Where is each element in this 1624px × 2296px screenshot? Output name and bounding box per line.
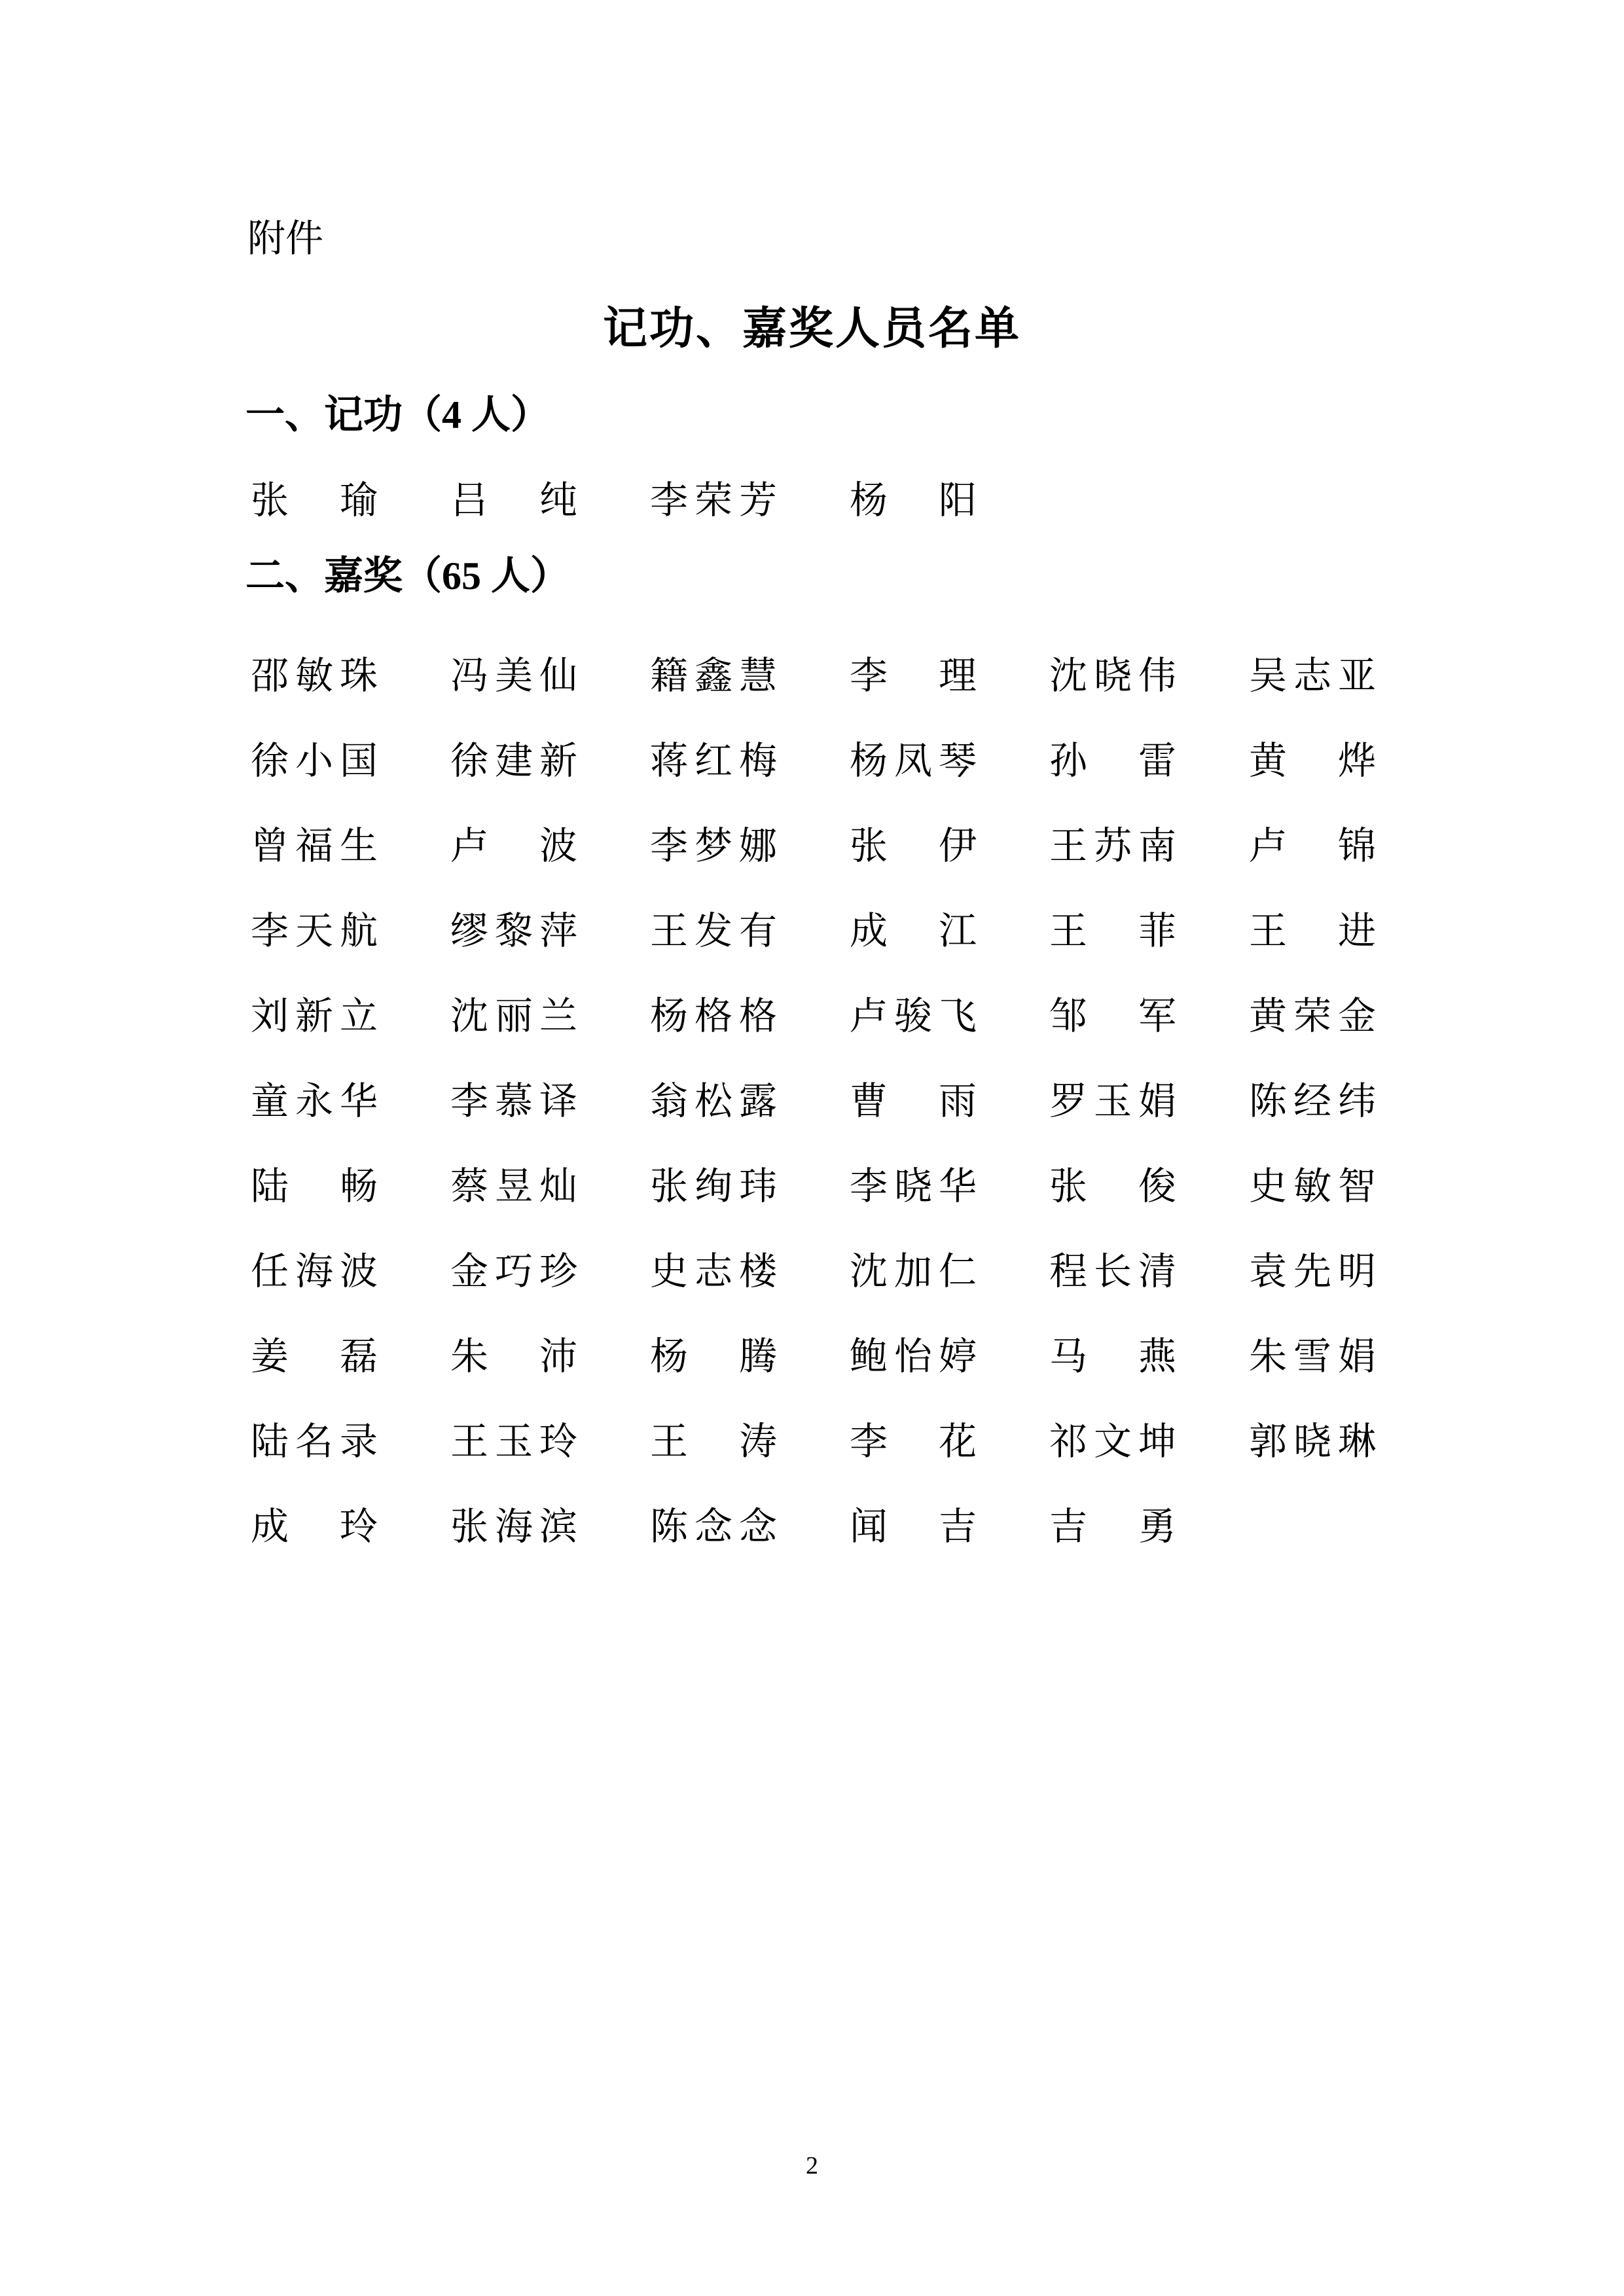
- name-character: 杨: [850, 478, 888, 522]
- name-character: 念: [694, 1505, 732, 1548]
- name-character: 生: [339, 824, 378, 867]
- person-name: [850, 825, 977, 869]
- page-title: 记功、嘉奖人员名单: [602, 304, 1021, 353]
- name-character: 坤: [1138, 1420, 1176, 1463]
- name-character: 卢: [1249, 824, 1288, 867]
- name-character: 金: [1337, 994, 1376, 1037]
- name-character: 金: [450, 1249, 489, 1293]
- name-character: 杨: [650, 1335, 689, 1378]
- name-character: 张: [251, 478, 289, 522]
- name-character: 永: [295, 1079, 333, 1122]
- person-name: [1049, 1335, 1176, 1379]
- name-character: 杨: [850, 739, 888, 782]
- name-character: 江: [938, 909, 977, 952]
- name-character: 仙: [539, 654, 577, 697]
- person-name: [650, 1250, 777, 1294]
- name-character: 理: [938, 654, 977, 697]
- name-character: 王: [650, 1420, 689, 1463]
- name-character: 波: [339, 1249, 378, 1293]
- name-character: 卢: [850, 994, 888, 1037]
- name-character: 沈: [850, 1249, 888, 1293]
- name-character: 籍: [650, 654, 689, 697]
- name-character: 荣: [694, 478, 732, 522]
- name-character: 王: [1249, 909, 1288, 952]
- page-number: 2: [806, 2152, 818, 2179]
- person-name: [450, 1335, 577, 1379]
- person-name: [650, 825, 777, 869]
- name-character: 译: [539, 1079, 577, 1122]
- name-character: 吉: [1049, 1505, 1088, 1548]
- name-character: 国: [339, 739, 378, 782]
- name-character: 华: [339, 1079, 378, 1122]
- name-character: 王: [650, 909, 689, 952]
- name-character: 张: [1049, 1164, 1088, 1208]
- name-character: 成: [850, 909, 888, 952]
- person-name: [251, 910, 378, 954]
- person-name: [450, 1420, 577, 1464]
- name-character: 绚: [694, 1164, 732, 1208]
- name-character: 李: [650, 478, 689, 522]
- name-character: 玲: [339, 1505, 378, 1548]
- name-character: 琴: [938, 739, 977, 782]
- name-character: 雷: [1138, 739, 1176, 782]
- name-character: 苏: [1093, 824, 1132, 867]
- name-character: 邵: [251, 654, 289, 697]
- name-character: 菲: [1138, 909, 1176, 952]
- person-name: [450, 910, 577, 954]
- name-character: 鲍: [850, 1335, 888, 1378]
- name-character: 丽: [494, 994, 533, 1037]
- name-character: 玉: [494, 1420, 533, 1463]
- name-character: 鑫: [694, 654, 732, 697]
- person-name: [1249, 740, 1376, 783]
- person-name: [450, 1250, 577, 1294]
- merit-names-row: [251, 458, 1449, 543]
- name-character: 名: [295, 1420, 333, 1463]
- name-character: 邹: [1049, 994, 1088, 1037]
- name-character: 长: [1093, 1249, 1132, 1293]
- name-character: 畅: [339, 1164, 378, 1208]
- person-name: [1049, 910, 1176, 954]
- name-character: 志: [694, 1249, 732, 1293]
- person-name: [1049, 740, 1176, 783]
- person-name: [1049, 1165, 1176, 1209]
- name-character: 昱: [494, 1164, 533, 1208]
- person-name: [251, 1165, 378, 1209]
- name-character: 陈: [1249, 1079, 1288, 1122]
- name-character: 娟: [1138, 1079, 1176, 1122]
- person-name: [1049, 1080, 1176, 1124]
- name-character: 蔡: [450, 1164, 489, 1208]
- name-character: 荣: [1293, 994, 1331, 1037]
- person-name: [650, 1505, 777, 1549]
- person-name: [1049, 1505, 1176, 1549]
- person-name: [1049, 1420, 1176, 1464]
- person-name: [1249, 1080, 1376, 1124]
- person-name: [251, 479, 378, 523]
- name-character: 立: [339, 994, 378, 1037]
- person-name: [1249, 1165, 1376, 1209]
- name-character: 沈: [450, 994, 489, 1037]
- name-character: 缪: [450, 909, 489, 952]
- name-character: 建: [494, 739, 533, 782]
- person-name: [1249, 995, 1376, 1039]
- name-character: 王: [1049, 824, 1088, 867]
- name-character: 陈: [650, 1505, 689, 1548]
- name-character: 滨: [539, 1505, 577, 1548]
- person-name: [650, 740, 777, 783]
- name-character: 雨: [938, 1079, 977, 1122]
- name-character: 红: [694, 739, 732, 782]
- person-name: [450, 995, 577, 1039]
- name-character: 先: [1293, 1249, 1331, 1293]
- name-character: 松: [694, 1079, 732, 1122]
- person-name: [251, 1335, 378, 1379]
- person-name: [1249, 655, 1376, 698]
- name-character: 张: [850, 824, 888, 867]
- person-name: [850, 479, 977, 523]
- name-character: 加: [893, 1249, 932, 1293]
- name-character: 娜: [738, 824, 777, 867]
- name-character: 杨: [650, 994, 689, 1037]
- name-character: 进: [1337, 909, 1376, 952]
- name-character: 经: [1293, 1079, 1331, 1122]
- name-character: 陆: [251, 1420, 289, 1463]
- name-character: 志: [1293, 654, 1331, 697]
- person-name: [1249, 910, 1376, 954]
- name-character: 阳: [938, 478, 977, 522]
- name-character: 新: [295, 994, 333, 1037]
- name-character: 娟: [1337, 1335, 1376, 1378]
- person-name: [650, 655, 777, 698]
- person-name: [251, 825, 378, 869]
- name-character: 婷: [938, 1335, 977, 1378]
- section-heading-award: 二、嘉奖（65 人）: [245, 554, 569, 598]
- name-character: 祁: [1049, 1420, 1088, 1463]
- name-character: 马: [1049, 1335, 1088, 1378]
- person-name: [450, 655, 577, 698]
- name-character: 念: [738, 1505, 777, 1548]
- name-character: 玮: [738, 1164, 777, 1208]
- person-name: [650, 1165, 777, 1209]
- name-character: 吕: [450, 478, 489, 522]
- name-character: 萍: [539, 909, 577, 952]
- name-character: 美: [494, 654, 533, 697]
- name-character: 郭: [1249, 1420, 1288, 1463]
- person-name: [850, 1505, 977, 1549]
- person-name: [850, 740, 977, 783]
- name-character: 智: [1337, 1164, 1376, 1208]
- person-name: [251, 740, 378, 783]
- name-character: 蒋: [650, 739, 689, 782]
- name-character: 亚: [1337, 654, 1376, 697]
- name-character: 烨: [1337, 739, 1376, 782]
- name-character: 清: [1138, 1249, 1176, 1293]
- person-name: [1049, 825, 1176, 869]
- person-name: [850, 995, 977, 1039]
- name-character: 俊: [1138, 1164, 1176, 1208]
- person-name: [1049, 1250, 1176, 1294]
- name-character: 凤: [893, 739, 932, 782]
- name-character: 珠: [339, 654, 378, 697]
- name-character: 纬: [1337, 1079, 1376, 1122]
- name-character: 波: [539, 824, 577, 867]
- name-character: 锦: [1337, 824, 1376, 867]
- person-name: [650, 995, 777, 1039]
- name-character: 王: [450, 1420, 489, 1463]
- name-character: 格: [738, 994, 777, 1037]
- name-character: 楼: [738, 1249, 777, 1293]
- name-character: 史: [1249, 1164, 1288, 1208]
- name-character: 李: [450, 1079, 489, 1122]
- name-character: 曹: [850, 1079, 888, 1122]
- name-character: 童: [251, 1079, 289, 1122]
- name-character: 罗: [1049, 1079, 1088, 1122]
- name-character: 涛: [738, 1420, 777, 1463]
- person-name: [450, 1165, 577, 1209]
- person-name: [1249, 1250, 1376, 1294]
- person-name: [650, 479, 777, 523]
- person-name: [251, 995, 378, 1039]
- name-character: 任: [251, 1249, 289, 1293]
- person-name: [650, 1335, 777, 1379]
- person-name: [850, 1250, 977, 1294]
- person-name: [251, 1250, 378, 1294]
- name-character: 腾: [738, 1335, 777, 1378]
- name-character: 徐: [450, 739, 489, 782]
- name-character: 晓: [893, 1164, 932, 1208]
- person-name: [650, 1080, 777, 1124]
- name-character: 纯: [539, 478, 577, 522]
- name-character: 晓: [1293, 1420, 1331, 1463]
- person-name: [450, 1505, 577, 1549]
- person-name: [251, 1505, 378, 1549]
- name-character: 朱: [450, 1335, 489, 1378]
- person-name: [1249, 1335, 1376, 1379]
- name-character: 程: [1049, 1249, 1088, 1293]
- name-character: 黄: [1249, 739, 1288, 782]
- name-character: 航: [339, 909, 378, 952]
- name-character: 福: [295, 824, 333, 867]
- name-character: 小: [295, 739, 333, 782]
- name-character: 华: [938, 1164, 977, 1208]
- name-character: 李: [850, 1164, 888, 1208]
- name-character: 李: [850, 1420, 888, 1463]
- name-character: 慕: [494, 1079, 533, 1122]
- name-character: 明: [1337, 1249, 1376, 1293]
- name-character: 晓: [1093, 654, 1132, 697]
- person-name: [650, 1420, 777, 1464]
- name-character: 玲: [539, 1420, 577, 1463]
- name-character: 琳: [1337, 1420, 1376, 1463]
- name-character: 巧: [494, 1249, 533, 1293]
- name-character: 南: [1138, 824, 1176, 867]
- person-name: [650, 910, 777, 954]
- name-character: 梅: [738, 739, 777, 782]
- name-character: 李: [650, 824, 689, 867]
- name-character: 玉: [1093, 1079, 1132, 1122]
- name-character: 军: [1138, 994, 1176, 1037]
- section-heading-merit: 一、记功（4 人）: [245, 393, 550, 437]
- person-name: [850, 1335, 977, 1379]
- name-character: 天: [295, 909, 333, 952]
- name-character: 录: [339, 1420, 378, 1463]
- name-character: 沛: [539, 1335, 577, 1378]
- name-character: 海: [295, 1249, 333, 1293]
- name-character: 瑜: [339, 478, 378, 522]
- name-character: 芳: [738, 478, 777, 522]
- person-name: [850, 1080, 977, 1124]
- person-name: [850, 910, 977, 954]
- name-character: 卢: [450, 824, 489, 867]
- award-names-grid: [251, 634, 1449, 1570]
- person-name: [251, 655, 378, 698]
- person-name: [1249, 1420, 1376, 1464]
- name-character: 闻: [850, 1505, 888, 1548]
- name-character: 骏: [893, 994, 932, 1037]
- name-character: 飞: [938, 994, 977, 1037]
- name-character: 兰: [539, 994, 577, 1037]
- name-character: 沈: [1049, 654, 1088, 697]
- name-character: 敏: [1293, 1164, 1331, 1208]
- name-character: 怡: [893, 1335, 932, 1378]
- name-character: 露: [738, 1079, 777, 1122]
- name-character: 燕: [1138, 1335, 1176, 1378]
- name-character: 刘: [251, 994, 289, 1037]
- name-character: 梦: [694, 824, 732, 867]
- name-character: 格: [694, 994, 732, 1037]
- name-character: 姜: [251, 1335, 289, 1378]
- name-character: 仁: [938, 1249, 977, 1293]
- name-character: 发: [694, 909, 732, 952]
- name-character: 王: [1049, 909, 1088, 952]
- name-character: 花: [938, 1420, 977, 1463]
- name-character: 勇: [1138, 1505, 1176, 1548]
- person-name: [850, 655, 977, 698]
- person-name: [450, 740, 577, 783]
- name-character: 吉: [938, 1505, 977, 1548]
- person-name: [251, 1420, 378, 1464]
- name-character: 成: [251, 1505, 289, 1548]
- person-name: [450, 479, 577, 523]
- name-character: 黎: [494, 909, 533, 952]
- name-character: 朱: [1249, 1335, 1288, 1378]
- name-character: 伟: [1138, 654, 1176, 697]
- name-character: 徐: [251, 739, 289, 782]
- name-character: 张: [650, 1164, 689, 1208]
- name-character: 吴: [1249, 654, 1288, 697]
- name-character: 文: [1093, 1420, 1132, 1463]
- name-character: 有: [738, 909, 777, 952]
- name-character: 磊: [339, 1335, 378, 1378]
- name-character: 陆: [251, 1164, 289, 1208]
- name-character: 雪: [1293, 1335, 1331, 1378]
- name-character: 翁: [650, 1079, 689, 1122]
- person-name: [850, 1420, 977, 1464]
- name-character: 海: [494, 1505, 533, 1548]
- name-character: 孙: [1049, 739, 1088, 782]
- name-character: 珍: [539, 1249, 577, 1293]
- name-character: 新: [539, 739, 577, 782]
- name-character: 史: [650, 1249, 689, 1293]
- attachment-label: 附件: [247, 217, 324, 260]
- person-name: [450, 825, 577, 869]
- person-name: [850, 1165, 977, 1209]
- person-name: [1249, 825, 1376, 869]
- person-name: [1049, 655, 1176, 698]
- name-character: 敏: [295, 654, 333, 697]
- name-character: 黄: [1249, 994, 1288, 1037]
- name-character: 曾: [251, 824, 289, 867]
- name-character: 灿: [539, 1164, 577, 1208]
- person-name: [450, 1080, 577, 1124]
- name-character: 袁: [1249, 1249, 1288, 1293]
- name-character: 慧: [738, 654, 777, 697]
- person-name: [251, 1080, 378, 1124]
- name-character: 伊: [938, 824, 977, 867]
- name-character: 张: [450, 1505, 489, 1548]
- name-character: 冯: [450, 654, 489, 697]
- name-character: 李: [850, 654, 888, 697]
- name-character: 李: [251, 909, 289, 952]
- person-name: [1049, 995, 1176, 1039]
